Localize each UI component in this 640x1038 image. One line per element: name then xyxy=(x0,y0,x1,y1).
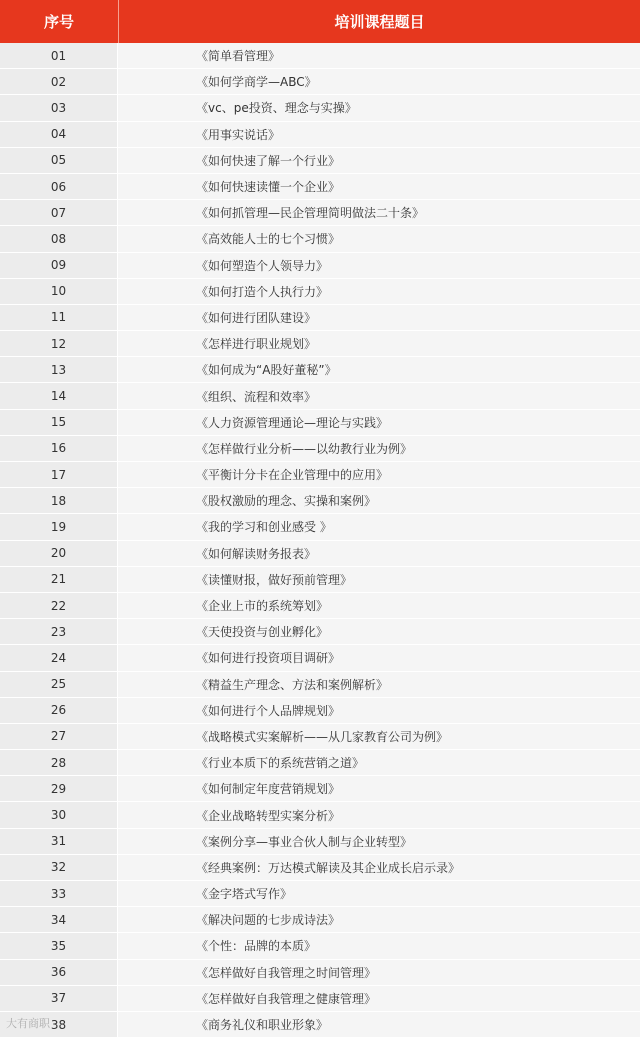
course-title: 《股权激励的理念、实操和案例》 xyxy=(118,488,640,513)
row-number: 13 xyxy=(0,357,118,382)
table-row xyxy=(0,829,640,855)
row-number: 17 xyxy=(0,462,118,487)
table-row xyxy=(0,541,640,567)
course-title: 《如何快速了解一个行业》 xyxy=(118,148,640,173)
table-row xyxy=(0,305,640,331)
row-number: 18 xyxy=(0,488,118,513)
course-title: 《如何进行投资项目调研》 xyxy=(118,645,640,670)
row-number: 30 xyxy=(0,802,118,827)
table-row xyxy=(0,933,640,959)
course-title: 《解决问题的七步成诗法》 xyxy=(118,907,640,932)
table-row xyxy=(0,881,640,907)
row-number: 29 xyxy=(0,776,118,801)
row-number: 15 xyxy=(0,410,118,435)
row-number: 16 xyxy=(0,436,118,461)
table-row xyxy=(0,855,640,881)
row-number: 23 xyxy=(0,619,118,644)
row-number: 22 xyxy=(0,593,118,618)
table-row xyxy=(0,122,640,148)
row-number: 25 xyxy=(0,672,118,697)
course-title: 《怎样做行业分析——以幼教行业为例》 xyxy=(118,436,640,461)
table-row xyxy=(0,619,640,645)
row-number: 10 xyxy=(0,279,118,304)
course-title: 《组织、流程和效率》 xyxy=(118,383,640,408)
row-number: 36 xyxy=(0,960,118,985)
table-row xyxy=(0,1012,640,1038)
row-number: 09 xyxy=(0,253,118,278)
table-row xyxy=(0,436,640,462)
course-title: 《我的学习和创业感受 》 xyxy=(118,514,640,539)
course-title: 《高效能人士的七个习惯》 xyxy=(118,226,640,251)
course-title: 《如何进行个人品牌规划》 xyxy=(118,698,640,723)
table-row xyxy=(0,148,640,174)
table-row xyxy=(0,907,640,933)
course-title: 《企业上市的系统筹划》 xyxy=(118,593,640,618)
course-title: 《个性：品牌的本质》 xyxy=(118,933,640,958)
table-row xyxy=(0,174,640,200)
table-row xyxy=(0,750,640,776)
course-title: 《如何打造个人执行力》 xyxy=(118,279,640,304)
course-title: 《vc、pe投资、理念与实操》 xyxy=(118,95,640,120)
course-title: 《如何快速读懂一个企业》 xyxy=(118,174,640,199)
table-row xyxy=(0,567,640,593)
course-title: 《平衡计分卡在企业管理中的应用》 xyxy=(118,462,640,487)
row-number: 05 xyxy=(0,148,118,173)
row-number: 38 xyxy=(0,1012,118,1037)
course-title: 《人力资源管理通论—理论与实践》 xyxy=(118,410,640,435)
row-number: 21 xyxy=(0,567,118,592)
course-title: 《如何进行团队建设》 xyxy=(118,305,640,330)
row-number: 24 xyxy=(0,645,118,670)
row-number: 06 xyxy=(0,174,118,199)
table-row xyxy=(0,95,640,121)
row-number: 35 xyxy=(0,933,118,958)
table-row xyxy=(0,776,640,802)
table-row xyxy=(0,279,640,305)
row-number: 20 xyxy=(0,541,118,566)
course-title: 《天使投资与创业孵化》 xyxy=(118,619,640,644)
table-row xyxy=(0,986,640,1012)
table-row xyxy=(0,200,640,226)
row-number: 08 xyxy=(0,226,118,251)
table-row xyxy=(0,672,640,698)
course-title: 《怎样进行职业规划》 xyxy=(118,331,640,356)
watermark: 大有商职 xyxy=(6,1017,50,1030)
row-number: 04 xyxy=(0,122,118,147)
table-row xyxy=(0,645,640,671)
table-header xyxy=(0,0,640,43)
row-number: 33 xyxy=(0,881,118,906)
table-row xyxy=(0,724,640,750)
header-number: 序号 xyxy=(0,0,119,43)
course-title: 《商务礼仪和职业形象》 xyxy=(118,1012,640,1037)
row-number: 19 xyxy=(0,514,118,539)
row-number: 37 xyxy=(0,986,118,1011)
table-row xyxy=(0,802,640,828)
row-number: 02 xyxy=(0,69,118,94)
table-row xyxy=(0,253,640,279)
row-number: 34 xyxy=(0,907,118,932)
table-row xyxy=(0,383,640,409)
course-title: 《如何解读财务报表》 xyxy=(118,541,640,566)
course-title: 《如何学商学—ABC》 xyxy=(118,69,640,94)
row-number: 32 xyxy=(0,855,118,880)
course-title: 《经典案例：万达模式解读及其企业成长启示录》 xyxy=(118,855,640,880)
table-row xyxy=(0,69,640,95)
row-number: 14 xyxy=(0,383,118,408)
table-body xyxy=(0,43,640,1038)
row-number: 26 xyxy=(0,698,118,723)
course-title: 《如何塑造个人领导力》 xyxy=(118,253,640,278)
table-row xyxy=(0,960,640,986)
row-number: 28 xyxy=(0,750,118,775)
course-title: 《如何成为“A股好董秘”》 xyxy=(118,357,640,382)
course-title: 《如何抓管理—民企管理简明做法二十条》 xyxy=(118,200,640,225)
table-row xyxy=(0,357,640,383)
table-row xyxy=(0,226,640,252)
row-number: 27 xyxy=(0,724,118,749)
course-title: 《企业战略转型实案分析》 xyxy=(118,802,640,827)
table-row xyxy=(0,410,640,436)
course-title: 《用事实说话》 xyxy=(118,122,640,147)
row-number: 01 xyxy=(0,43,118,68)
table-row xyxy=(0,593,640,619)
header-title: 培训课程题目 xyxy=(334,13,425,31)
table-row xyxy=(0,698,640,724)
table-row xyxy=(0,488,640,514)
course-title: 《如何制定年度营销规划》 xyxy=(118,776,640,801)
course-title: 《战略模式实案解析——从几家教育公司为例》 xyxy=(118,724,640,749)
course-title: 《精益生产理念、方法和案例解析》 xyxy=(118,672,640,697)
course-title: 《读懂财报，做好预前管理》 xyxy=(118,567,640,592)
row-number: 11 xyxy=(0,305,118,330)
row-number: 31 xyxy=(0,829,118,854)
table-row xyxy=(0,462,640,488)
course-title: 《案例分享—事业合伙人制与企业转型》 xyxy=(118,829,640,854)
table-row xyxy=(0,43,640,69)
table-row xyxy=(0,331,640,357)
course-title: 《行业本质下的系统营销之道》 xyxy=(118,750,640,775)
course-title: 《怎样做好自我管理之时间管理》 xyxy=(118,960,640,985)
row-number: 07 xyxy=(0,200,118,225)
course-title: 《怎样做好自我管理之健康管理》 xyxy=(118,986,640,1011)
course-title: 《金字塔式写作》 xyxy=(118,881,640,906)
course-title: 《简单看管理》 xyxy=(118,43,640,68)
table-row xyxy=(0,514,640,540)
row-number: 03 xyxy=(0,95,118,120)
row-number: 12 xyxy=(0,331,118,356)
